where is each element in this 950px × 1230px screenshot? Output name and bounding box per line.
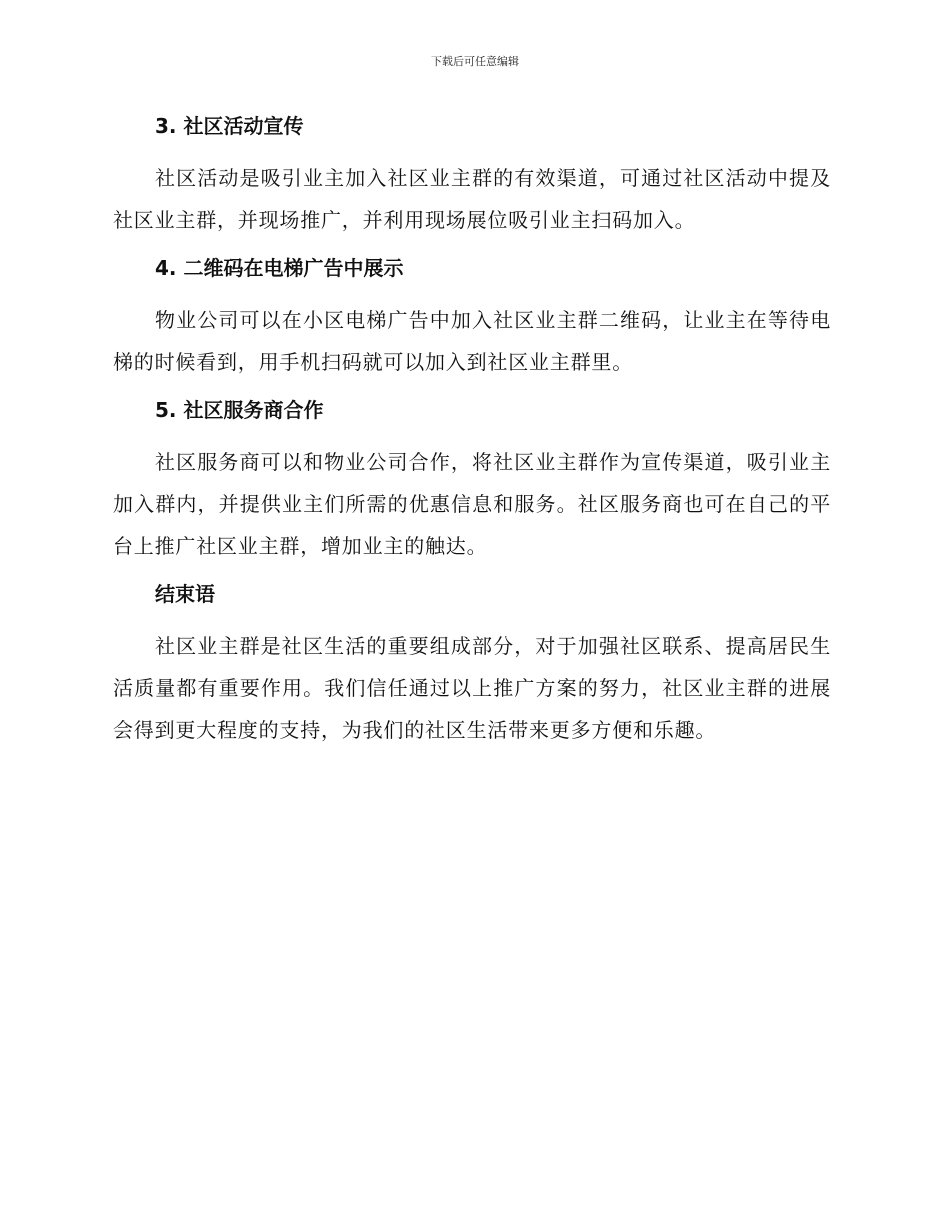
section-paragraph-community-events: 社区活动是吸引业主加入社区业主群的有效渠道，可通过社区活动中提及社区业主群，并现场推广，并利用现场展位吸引业主扫码加入。 <box>113 166 831 232</box>
section-heading-conclusion: 结束语 <box>155 582 215 606</box>
section-heading-elevator-qr: 4. 二维码在电梯广告中展示 <box>155 256 404 280</box>
section-heading-service-partners: 5. 社区服务商合作 <box>155 398 324 422</box>
section-heading-community-events: 3. 社区活动宣传 <box>155 114 304 138</box>
page-header: 下载后可任意编辑 <box>431 55 519 68</box>
section-paragraph-conclusion: 社区业主群是社区生活的重要组成部分，对于加强社区联系、提高居民生活质量都有重要作用。我们信任通过以上推广方案的努力，社区业主群的进展会得到更大程度的支持，为我们的社区生活带来更多方便和乐趣。 <box>113 634 831 742</box>
section-paragraph-elevator-qr: 物业公司可以在小区电梯广告中加入社区业主群二维码，让业主在等待电梯的时候看到，用手机扫码就可以加入到社区业主群里。 <box>113 308 831 374</box>
document-body <box>113 109 831 751</box>
section-paragraph-service-partners: 社区服务商可以和物业公司合作，将社区业主群作为宣传渠道，吸引业主加入群内，并提供业主们所需的优惠信息和服务。社区服务商也可在自己的平台上推广社区业主群，增加业主的触达。 <box>113 450 831 558</box>
